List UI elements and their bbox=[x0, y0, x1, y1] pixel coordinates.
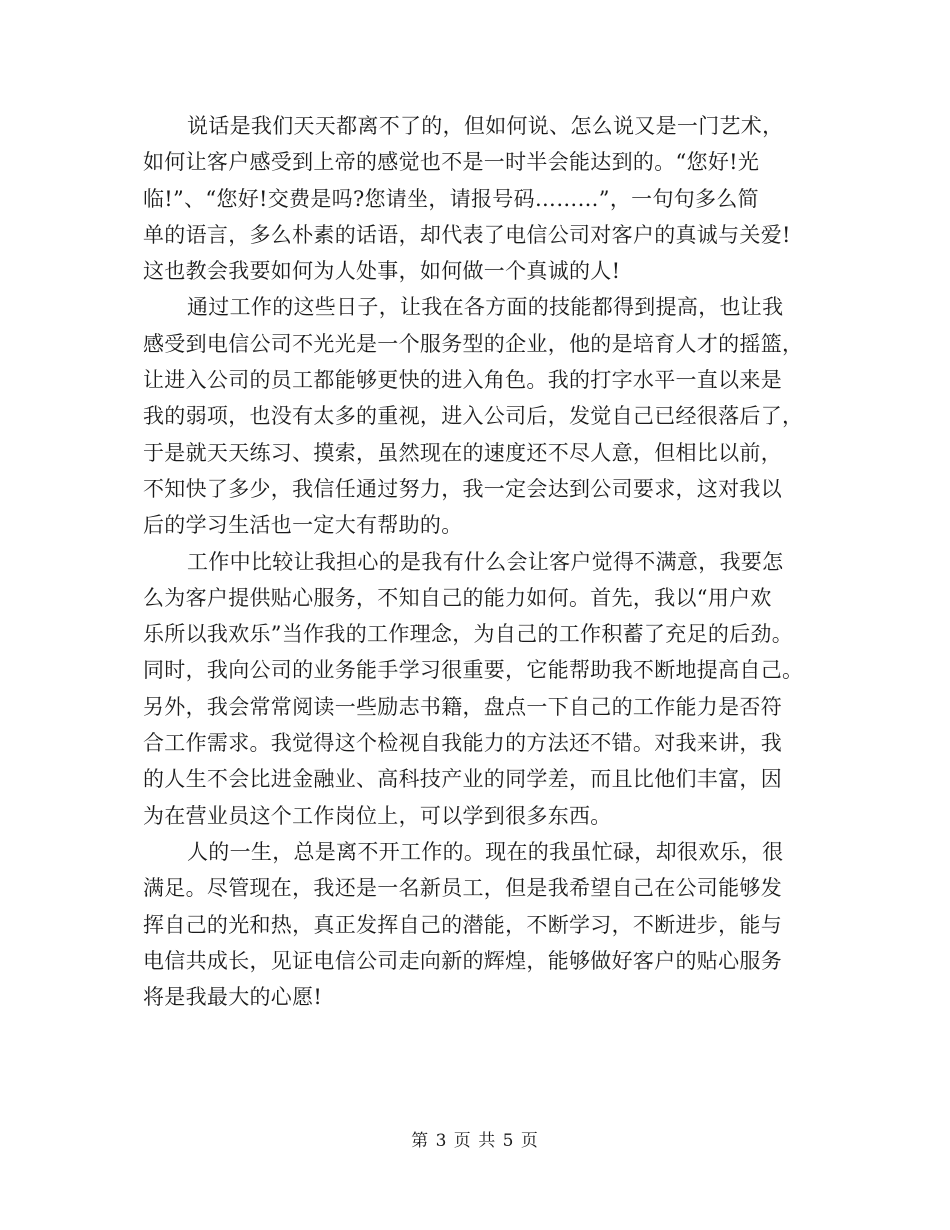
text-line: 单的语言，多么朴素的话语，却代表了电信公司对客户的真诚与关爱! bbox=[143, 222, 791, 247]
text-line: 的人生不会比进金融业、高科技产业的同学差，而且比他们丰富，因 bbox=[143, 767, 782, 792]
paragraph bbox=[143, 834, 815, 1015]
paragraph bbox=[143, 108, 815, 289]
text-line: 另外，我会常常阅读一些励志书籍，盘点一下自己的工作能力是否符 bbox=[143, 694, 782, 719]
text-line: 感受到电信公司不光光是一个服务型的企业，他的是培育人才的摇篮， bbox=[143, 331, 804, 356]
text-line: 挥自己的光和热，真正发挥自己的潜能，不断学习，不断进步，能与 bbox=[143, 912, 782, 937]
text-line: 我的弱项，也没有太多的重视，进入公司后，发觉自己已经很落后了， bbox=[143, 404, 804, 429]
text-line: 满足。尽管现在，我还是一名新员工，但是我希望自己在公司能够发 bbox=[143, 876, 782, 901]
text-line: 说话是我们天天都离不了的，但如何说、怎么说又是一门艺术， bbox=[187, 114, 784, 138]
text-line: 合工作需求。我觉得这个检视自我能力的方法还不错。对我来讲，我 bbox=[143, 731, 782, 756]
document-body bbox=[143, 108, 815, 1015]
text-line: 电信共成长，见证电信公司走向新的辉煌，能够做好客户的贴心服务 bbox=[143, 948, 782, 973]
text-line: 不知快了多少，我信任通过努力，我一定会达到公司要求，这对我以 bbox=[143, 476, 782, 501]
paragraph bbox=[143, 289, 815, 543]
text-line: 后的学习生活也一定大有帮助的。 bbox=[143, 513, 463, 538]
paragraph bbox=[143, 544, 815, 834]
text-line: 人的一生，总是离不开工作的。现在的我虽忙碌，却很欢乐，很 bbox=[187, 839, 784, 864]
text-line: 为在营业员这个工作岗位上，可以学到很多东西。 bbox=[143, 803, 612, 828]
text-line: 乐所以我欢乐”当作我的工作理念，为自己的工作积蓄了充足的后劲。 bbox=[143, 622, 794, 647]
text-line: 临!”、“您好!交费是吗?您请坐，请报号码………”，一句句多么简 bbox=[143, 186, 759, 211]
text-line: 这也教会我要如何为人处事，如何做一个真诚的人! bbox=[143, 259, 621, 284]
text-line: 同时，我向公司的业务能手学习很重要，它能帮助我不断地提高自己。 bbox=[143, 658, 804, 683]
page-number-footer: 第 3 页 共 5 页 bbox=[411, 1131, 539, 1151]
text-line: 让进入公司的员工都能够更快的进入角色。我的打字水平一直以来是 bbox=[143, 368, 782, 393]
text-line: 工作中比较让我担心的是我有什么会让客户觉得不满意，我要怎 bbox=[187, 549, 784, 574]
text-line: 么为客户提供贴心服务，不知自己的能力如何。首先，我以“用户欢 bbox=[143, 585, 772, 610]
text-line: 如何让客户感受到上帝的感觉也不是一时半会能达到的。“您好!光 bbox=[143, 150, 760, 175]
text-line: 通过工作的这些日子，让我在各方面的技能都得到提高，也让我 bbox=[187, 295, 784, 320]
text-line: 于是就天天练习、摸索，虽然现在的速度还不尽人意，但相比以前， bbox=[143, 440, 782, 465]
text-line: 将是我最大的心愿! bbox=[143, 985, 323, 1010]
